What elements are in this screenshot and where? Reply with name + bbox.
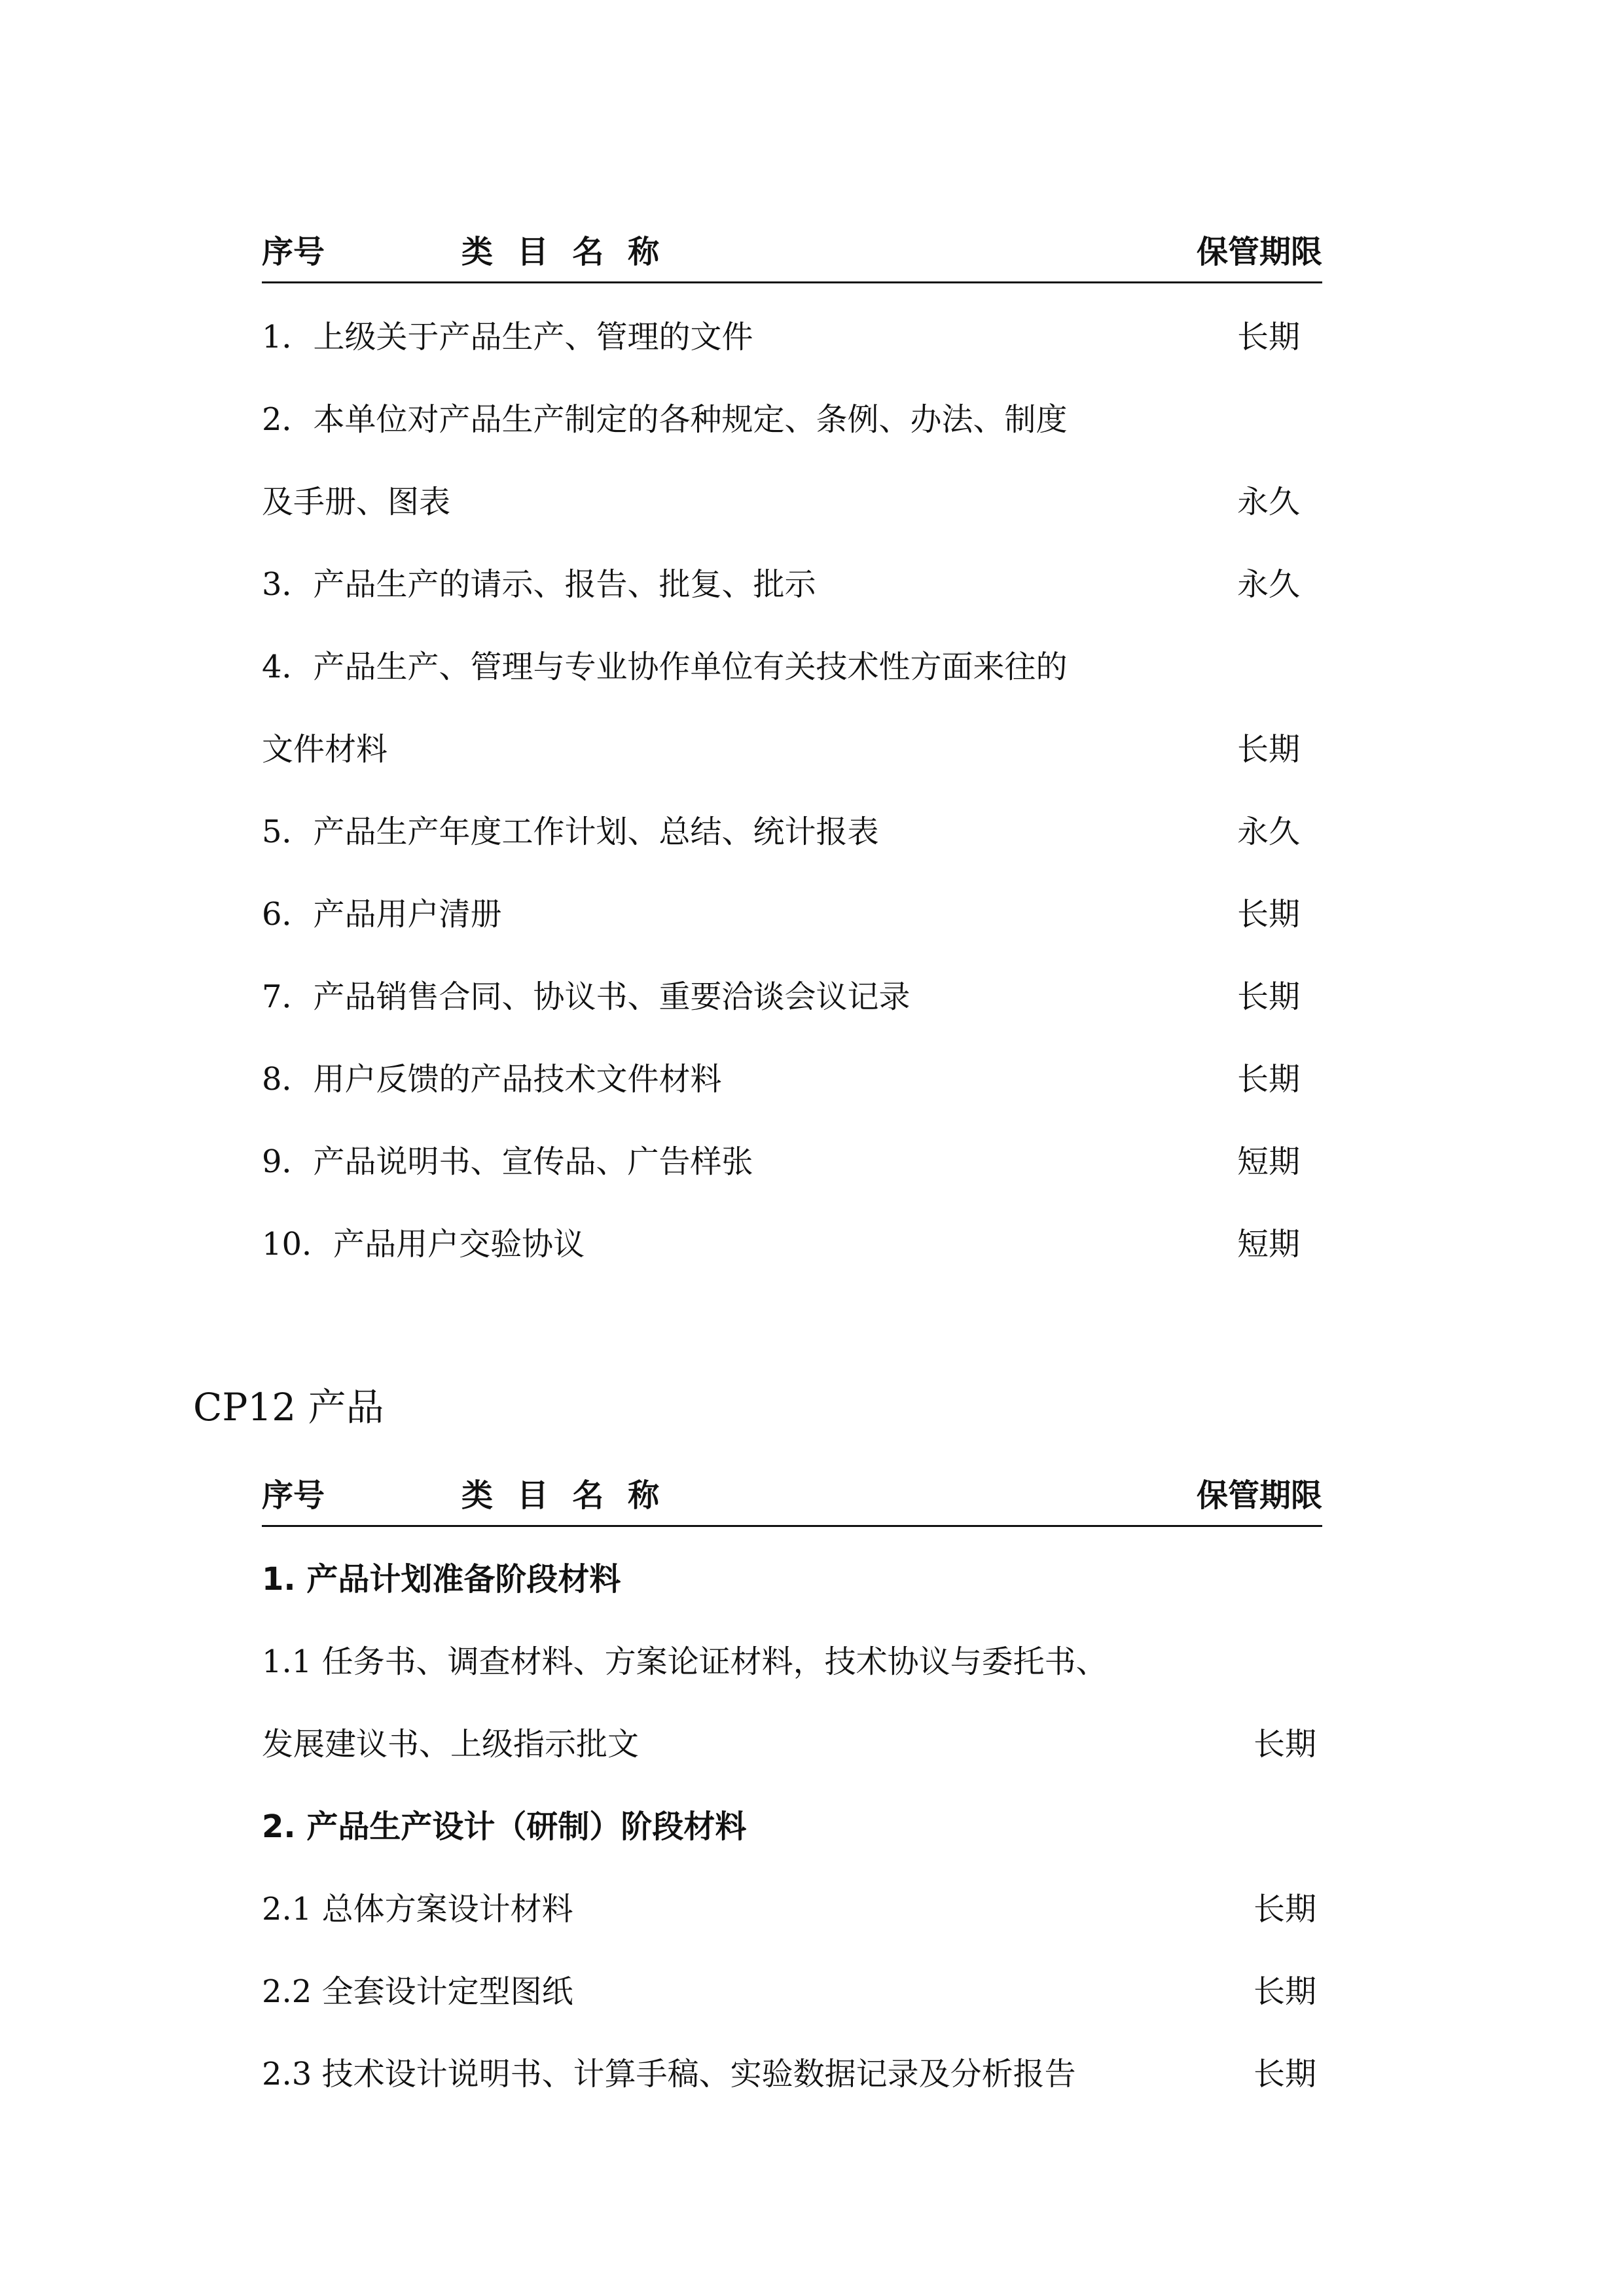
header-seq-label: 序号 [262, 1477, 325, 1514]
item-period: 长期 [1254, 1891, 1317, 1928]
header-period-label: 保管期限 [1196, 234, 1322, 270]
item-text: 文件材料 [262, 731, 388, 768]
item-period: 永久 [1237, 566, 1301, 603]
header-name-label: 类 目 名 称 [461, 234, 666, 270]
list-item [262, 479, 1309, 525]
list-item [262, 562, 1309, 607]
list-item [262, 2051, 1322, 2097]
item-text: 7．产品销售合同、协议书、重要洽谈会议记录 [262, 978, 911, 1015]
list-item [262, 1969, 1322, 2015]
item-text: 及手册、图表 [262, 484, 451, 520]
list-item [262, 891, 1309, 937]
item-period: 永久 [1237, 814, 1301, 850]
item-period: 长期 [1237, 978, 1301, 1015]
item-text: 2.1 总体方案设计材料 [262, 1891, 573, 1928]
item-period: 短期 [1237, 1143, 1301, 1180]
item-text: 5．产品生产年度工作计划、总结、统计报表 [262, 814, 879, 850]
header-name-label: 类 目 名 称 [461, 1477, 666, 1514]
item-text: 2．本单位对产品生产制定的各种规定、条例、办法、制度 [262, 401, 1068, 438]
list-item [262, 809, 1309, 855]
list-item [262, 1639, 1322, 1685]
item-period: 短期 [1237, 1226, 1301, 1263]
item-text: 1. 产品计划准备阶段材料 [262, 1561, 621, 1598]
item-period: 长期 [1237, 319, 1301, 355]
list-item [262, 1721, 1322, 1767]
item-period: 长期 [1254, 1726, 1317, 1763]
item-text: 2.3 技术设计说明书、计算手稿、实验数据记录及分析报告 [262, 2056, 1076, 2092]
table-header [262, 223, 1322, 283]
list-item [262, 974, 1309, 1020]
item-period: 长期 [1237, 731, 1301, 768]
item-text: 8．用户反馈的产品技术文件材料 [262, 1061, 722, 1098]
item-text: 2.2 全套设计定型图纸 [262, 1973, 573, 2010]
section-title: CP12 产品 [193, 1385, 384, 1429]
item-text: 1.1 任务书、调查材料、方案论证材料，技术协议与委托书、 [262, 1643, 1108, 1680]
item-period: 长期 [1254, 1973, 1317, 2010]
item-period: 长期 [1237, 896, 1301, 933]
table-header [262, 1466, 1322, 1527]
list-item-heading [262, 1804, 1322, 1850]
item-text: 6．产品用户清册 [262, 896, 502, 933]
item-text: 1．上级关于产品生产、管理的文件 [262, 319, 753, 355]
item-period: 长期 [1237, 1061, 1301, 1098]
item-text: 10．产品用户交验协议 [262, 1226, 585, 1263]
header-seq-label: 序号 [262, 234, 325, 270]
list-item [262, 1139, 1309, 1185]
list-item [262, 726, 1309, 772]
list-item [262, 644, 1309, 690]
list-item [262, 314, 1309, 360]
item-period: 长期 [1254, 2056, 1317, 2092]
list-item-heading [262, 1556, 1322, 1602]
item-text: 4．产品生产、管理与专业协作单位有关技术性方面来往的 [262, 649, 1068, 685]
item-text: 2. 产品生产设计（研制）阶段材料 [262, 1808, 747, 1845]
item-text: 9．产品说明书、宣传品、广告样张 [262, 1143, 753, 1180]
header-period-label: 保管期限 [1196, 1477, 1322, 1514]
list-item [262, 1056, 1309, 1102]
list-item [262, 397, 1309, 442]
list-item [262, 1886, 1322, 1932]
item-text: 发展建议书、上级指示批文 [262, 1726, 640, 1763]
item-text: 3．产品生产的请示、报告、批复、批示 [262, 566, 816, 603]
item-period: 永久 [1237, 484, 1301, 520]
list-item [262, 1221, 1309, 1267]
